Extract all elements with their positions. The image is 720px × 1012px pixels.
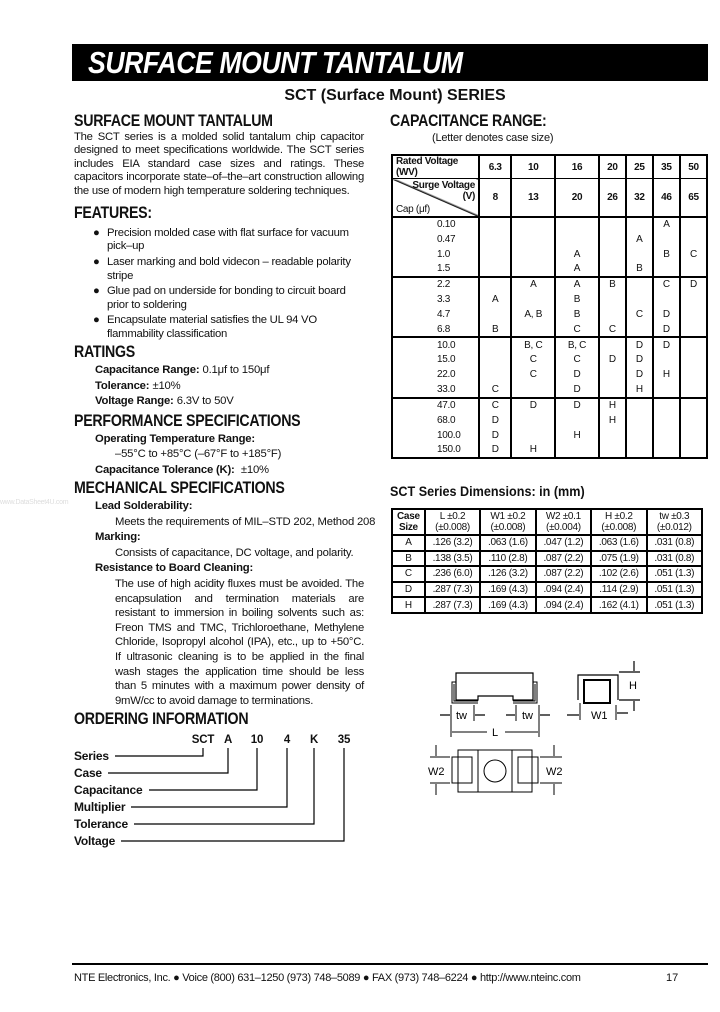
case-size (653, 428, 680, 443)
case-size (653, 383, 680, 398)
table-row (392, 277, 707, 292)
dimension-value: .063 (1.6) (480, 535, 535, 551)
case-size (511, 413, 555, 428)
cap-label: Cap (μf) (396, 203, 430, 215)
W2-label-left: W2 (428, 766, 445, 778)
case-size: D (626, 367, 653, 382)
case-size (479, 337, 511, 352)
table-row (392, 367, 707, 382)
table-row (392, 337, 707, 352)
case-size: A (511, 277, 555, 292)
order-label: Series (74, 749, 109, 764)
capacitance-value: 100.0 (392, 428, 479, 443)
dimensions-heading: SCT Series Dimensions: in (mm) (390, 483, 585, 499)
case-size (680, 217, 707, 232)
case-size: D (511, 398, 555, 413)
case-size: B, C (555, 337, 599, 352)
case-size (680, 443, 707, 458)
ratings-list (74, 363, 364, 410)
ratings-heading: RATINGS (74, 343, 136, 362)
surge-voltage: 20 (555, 179, 599, 217)
dimension-value: .051 (1.3) (647, 597, 702, 613)
case-size (555, 443, 599, 458)
case-size: H (653, 367, 680, 382)
rating-item: Voltage Range: 6.3V to 50V (95, 395, 234, 408)
cleaning-value: The use of high acidity fluxes must be avoided. The encapsulation and termination materials are resistant to immersion in boiling solvents such as: Freon TMS and TMC, Trichloroethane, Methylene Chloride, Isopropyl alcohol (IPA), etc., up to +50°C. If ultrasonic cleaning is to be applied in the final wash stages the application time should be less than 5 minutes with a maximum power density of 9mW/cc to avoid damage to terminations. (115, 577, 364, 707)
case-size: H (626, 383, 653, 398)
feature-item: ● Precision molded case with flat surface for vacuum pick–up (93, 227, 349, 253)
case-size: H (599, 398, 626, 413)
case-size (599, 247, 626, 262)
table-row (392, 383, 707, 398)
case-size: D (555, 398, 599, 413)
case-size (680, 413, 707, 428)
dimension-value: .102 (2.6) (591, 566, 646, 582)
order-code: SCT (191, 734, 215, 747)
W1-label: W1 (591, 710, 608, 722)
order-code: 4 (283, 734, 291, 747)
capacitance-value: 2.2 (392, 277, 479, 292)
case-size (555, 232, 599, 247)
surge-voltage: 26 (599, 179, 626, 217)
capacitance-value: 15.0 (392, 352, 479, 367)
case-size (626, 247, 653, 262)
case-size: D (555, 367, 599, 382)
dimension-value: .114 (2.9) (591, 582, 646, 598)
case-size: C (626, 307, 653, 322)
dimension-value: .063 (1.6) (591, 535, 646, 551)
dimension-header: L ±0.2 (±0.008) (425, 509, 480, 535)
cleaning-label: Resistance to Board Cleaning: (95, 562, 254, 575)
case-size (680, 322, 707, 337)
case-size: B (653, 247, 680, 262)
case-size (511, 247, 555, 262)
capacitance-value: 22.0 (392, 367, 479, 382)
case-size: C (511, 367, 555, 382)
table-row (392, 322, 707, 337)
banner-title: SURFACE MOUNT TANTALUM (88, 45, 463, 80)
order-label: Case (74, 766, 102, 781)
tolerance-value: ±10% (240, 463, 269, 476)
case-size: C (555, 352, 599, 367)
case-size (555, 413, 599, 428)
table-row (392, 535, 702, 551)
rated-voltage: 35 (653, 155, 680, 179)
ordering-diagram (74, 731, 364, 867)
W2-label-right: W2 (546, 766, 563, 778)
surge-voltage: 8 (479, 179, 511, 217)
capacitance-value: 47.0 (392, 398, 479, 413)
dimension-value: .162 (4.1) (591, 597, 646, 613)
ordering-heading: ORDERING INFORMATION (74, 710, 249, 729)
case-size: A (555, 247, 599, 262)
case-size: C (479, 398, 511, 413)
op-temp-label: Operating Temperature Range: (95, 432, 255, 445)
case-size (479, 217, 511, 232)
order-label: Voltage (74, 834, 116, 849)
case-size (653, 262, 680, 277)
case-size (653, 352, 680, 367)
case-size (680, 232, 707, 247)
order-label: Capacitance (74, 783, 143, 798)
dimension-value: .051 (1.3) (647, 582, 702, 598)
dimension-value: .075 (1.9) (591, 551, 646, 567)
case-size (479, 367, 511, 382)
case-size: D (392, 582, 425, 598)
case-size (511, 322, 555, 337)
dimension-value: .031 (0.8) (647, 535, 702, 551)
case-size (680, 428, 707, 443)
case-size: H (511, 443, 555, 458)
capacitance-value: 3.3 (392, 292, 479, 307)
marking-label: Marking: (95, 531, 141, 544)
left-column (74, 112, 376, 867)
case-size: A (555, 262, 599, 277)
table-row (392, 582, 702, 598)
table-row (392, 443, 707, 458)
case-size: H (599, 413, 626, 428)
case-size: H (392, 597, 425, 613)
lead-label: Lead Solderability: (95, 500, 193, 513)
case-dimension-diagram (410, 655, 680, 805)
case-size: A (555, 277, 599, 292)
leader-line (115, 748, 203, 756)
mechanical-specs (74, 499, 376, 708)
mechanical-heading: MECHANICAL SPECIFICATIONS (74, 479, 285, 498)
case-size (626, 398, 653, 413)
case-size: D (555, 383, 599, 398)
dimension-header: H ±0.2 (±0.008) (591, 509, 646, 535)
series-title: SCT (Surface Mount) SERIES (284, 87, 506, 104)
rated-voltage: 16 (555, 155, 599, 179)
case-size (680, 292, 707, 307)
case-size (680, 367, 707, 382)
case-size: H (555, 428, 599, 443)
case-size (511, 217, 555, 232)
table-row (392, 217, 707, 232)
case-size: D (626, 352, 653, 367)
dimension-value: .169 (4.3) (480, 597, 535, 613)
table-row (392, 413, 707, 428)
order-code: 35 (337, 734, 351, 747)
case-size (599, 262, 626, 277)
watermark: www.DataSheet4U.com (0, 499, 69, 506)
case-size (599, 217, 626, 232)
case-size (599, 337, 626, 352)
case-size: C (680, 247, 707, 262)
case-size (511, 262, 555, 277)
feature-item: ● Glue pad on underside for bonding to circuit board prior to soldering (93, 285, 346, 311)
performance-specs (74, 432, 364, 479)
dimension-value: .110 (2.8) (480, 551, 535, 567)
case-size (680, 352, 707, 367)
dimensions-table (391, 508, 703, 614)
table-row (392, 597, 702, 613)
surge-voltage-label: Surge Voltage (V) (412, 180, 475, 202)
bullet-icon: ● (93, 285, 100, 298)
capacitance-value: 33.0 (392, 383, 479, 398)
footer-contact: NTE Electronics, Inc. ● Voice (800) 631–1250 (973) 748–5089 ● FAX (973) 748–6224 ● http://www.nteinc.com (74, 972, 581, 984)
table-row (392, 352, 707, 367)
dimension-value: .087 (2.2) (536, 551, 591, 567)
case-size (479, 262, 511, 277)
footer-rule (72, 963, 708, 965)
case-size: C (599, 322, 626, 337)
dimension-header: tw ±0.3 (±0.012) (647, 509, 702, 535)
case-size (511, 383, 555, 398)
table-row (392, 232, 707, 247)
feature-item: ● Laser marking and bold videcon – readable polarity stripe (93, 256, 351, 282)
rated-voltage: 10 (511, 155, 555, 179)
capacitance-value: 1.0 (392, 247, 479, 262)
rated-voltage-label: Rated Voltage (WV) (392, 155, 479, 179)
capacitance-note: (Letter denotes case size) (432, 132, 554, 144)
case-size (626, 428, 653, 443)
case-size: B (479, 322, 511, 337)
page-number: 17 (666, 972, 679, 984)
case-size: A (653, 217, 680, 232)
case-size: C (392, 566, 425, 582)
dimension-value: .051 (1.3) (647, 566, 702, 582)
table-row (392, 428, 707, 443)
case-size: C (479, 383, 511, 398)
table-row (392, 398, 707, 413)
leader-line (108, 748, 228, 773)
case-size (653, 292, 680, 307)
intro-heading: SURFACE MOUNT TANTALUM (74, 112, 273, 130)
case-size (511, 292, 555, 307)
rating-item: Capacitance Range: 0.1μf to 150μf (95, 364, 270, 377)
case-size (599, 443, 626, 458)
case-size (479, 277, 511, 292)
rated-voltage: 25 (626, 155, 653, 179)
dimension-value: .138 (3.5) (425, 551, 480, 567)
capacitance-value: 1.5 (392, 262, 479, 277)
case-size: A (479, 292, 511, 307)
case-size: D (599, 352, 626, 367)
lead-value: Meets the requirements of MIL–STD 202, Method 208 (115, 515, 376, 528)
bottom-view (430, 745, 562, 795)
surge-voltage: 32 (626, 179, 653, 217)
case-size (680, 307, 707, 322)
bullet-icon: ● (93, 314, 100, 327)
surge-voltage: 65 (680, 179, 707, 217)
dimension-value: .169 (4.3) (480, 582, 535, 598)
order-code: 10 (250, 734, 264, 747)
order-code: A (223, 734, 233, 747)
case-size: C (653, 277, 680, 292)
case-size: D (653, 307, 680, 322)
case-size (555, 217, 599, 232)
intro-text: The SCT series is a molded solid tantalum chip capacitor designed to meet specifications worldwide. The SCT series includes EIA standard case sizes and ratings. These capacitors incorporate state–of–the–art construction allowing the use of modern high temperature soldering techniques. (74, 131, 364, 197)
dimension-value: .047 (1.2) (536, 535, 591, 551)
case-size: D (479, 428, 511, 443)
case-size (626, 443, 653, 458)
tw-label-right: tw (522, 710, 533, 722)
table-row (392, 247, 707, 262)
cap-header-cell (392, 179, 479, 217)
capacitance-value: 150.0 (392, 443, 479, 458)
rated-voltage: 20 (599, 155, 626, 179)
case-size (479, 247, 511, 262)
dimension-value: .287 (7.3) (425, 582, 480, 598)
case-size (680, 262, 707, 277)
H-label: H (629, 680, 637, 692)
surge-voltage: 13 (511, 179, 555, 217)
capacitance-value: 6.8 (392, 322, 479, 337)
dimension-header: Case Size (392, 509, 425, 535)
case-size (626, 277, 653, 292)
case-size (680, 398, 707, 413)
case-size (599, 292, 626, 307)
dimension-value: .126 (3.2) (480, 566, 535, 582)
case-size: D (626, 337, 653, 352)
case-size: C (511, 352, 555, 367)
case-size (626, 292, 653, 307)
capacitance-value: 68.0 (392, 413, 479, 428)
rating-item: Tolerance: ±10% (95, 379, 181, 392)
dimension-value: .031 (0.8) (647, 551, 702, 567)
dimension-value: .126 (3.2) (425, 535, 480, 551)
order-label: Tolerance (74, 817, 128, 832)
case-size (653, 398, 680, 413)
dimension-value: .287 (7.3) (425, 597, 480, 613)
case-size: A (626, 232, 653, 247)
feature-item: ● Encapsulate material satisfies the UL 94 VO flammability classification (93, 314, 317, 340)
case-size (479, 352, 511, 367)
op-temp-value: –55°C to +85°C (–67°F to +185°F) (115, 448, 282, 461)
dimension-value: .087 (2.2) (536, 566, 591, 582)
capacitance-value: 0.10 (392, 217, 479, 232)
dimension-value: .236 (6.0) (425, 566, 480, 582)
dimension-value: .094 (2.4) (536, 582, 591, 598)
tw-label-left: tw (456, 710, 467, 722)
features-list (74, 227, 364, 341)
case-size (511, 232, 555, 247)
case-size: D (479, 413, 511, 428)
case-size (599, 383, 626, 398)
case-size (626, 413, 653, 428)
dimension-header: W2 ±0.1 (±0.004) (536, 509, 591, 535)
capacitance-heading: CAPACITANCE RANGE: (390, 112, 547, 130)
case-size: B (626, 262, 653, 277)
case-size (680, 383, 707, 398)
bullet-icon: ● (93, 227, 100, 240)
table-row (392, 566, 702, 582)
table-row (392, 307, 707, 322)
case-size (599, 232, 626, 247)
dimension-value: .094 (2.4) (536, 597, 591, 613)
features-heading: FEATURES: (74, 204, 152, 223)
case-size: C (555, 322, 599, 337)
case-size: B (599, 277, 626, 292)
order-label: Multiplier (74, 800, 126, 815)
case-size (599, 367, 626, 382)
marking-value: Consists of capacitance, DC voltage, and polarity. (115, 546, 354, 559)
case-size: D (653, 337, 680, 352)
case-size (653, 232, 680, 247)
case-size: D (479, 443, 511, 458)
case-size: B (555, 292, 599, 307)
leader-line (131, 748, 287, 807)
L-label: L (492, 727, 499, 739)
case-size (626, 217, 653, 232)
dimension-header: W1 ±0.2 (±0.008) (480, 509, 535, 535)
case-size (479, 307, 511, 322)
case-size (653, 443, 680, 458)
order-code: K (309, 734, 319, 747)
case-size (479, 232, 511, 247)
case-size: A, B (511, 307, 555, 322)
table-row (392, 292, 707, 307)
case-size: D (680, 277, 707, 292)
banner (72, 44, 708, 81)
case-size (626, 322, 653, 337)
tolerance-line (95, 463, 364, 479)
case-size (680, 337, 707, 352)
rated-voltage: 6.3 (479, 155, 511, 179)
surge-voltage: 46 (653, 179, 680, 217)
case-size (653, 413, 680, 428)
bullet-icon: ● (93, 256, 100, 269)
ordering-leader-lines (74, 731, 364, 867)
rated-voltage: 50 (680, 155, 707, 179)
case-size (599, 428, 626, 443)
leader-line (121, 748, 344, 841)
case-size (599, 307, 626, 322)
case-size: D (653, 322, 680, 337)
capacitance-table (391, 154, 708, 459)
capacitance-value: 4.7 (392, 307, 479, 322)
capacitance-value: 0.47 (392, 232, 479, 247)
capacitance-value: 10.0 (392, 337, 479, 352)
tolerance-label: Capacitance Tolerance (K): (95, 463, 235, 476)
case-size (511, 428, 555, 443)
performance-heading: PERFORMANCE SPECIFICATIONS (74, 411, 301, 430)
case-size: B (392, 551, 425, 567)
table-row (392, 262, 707, 277)
case-size: B (555, 307, 599, 322)
table-row (392, 551, 702, 567)
case-size: B, C (511, 337, 555, 352)
case-size: A (392, 535, 425, 551)
